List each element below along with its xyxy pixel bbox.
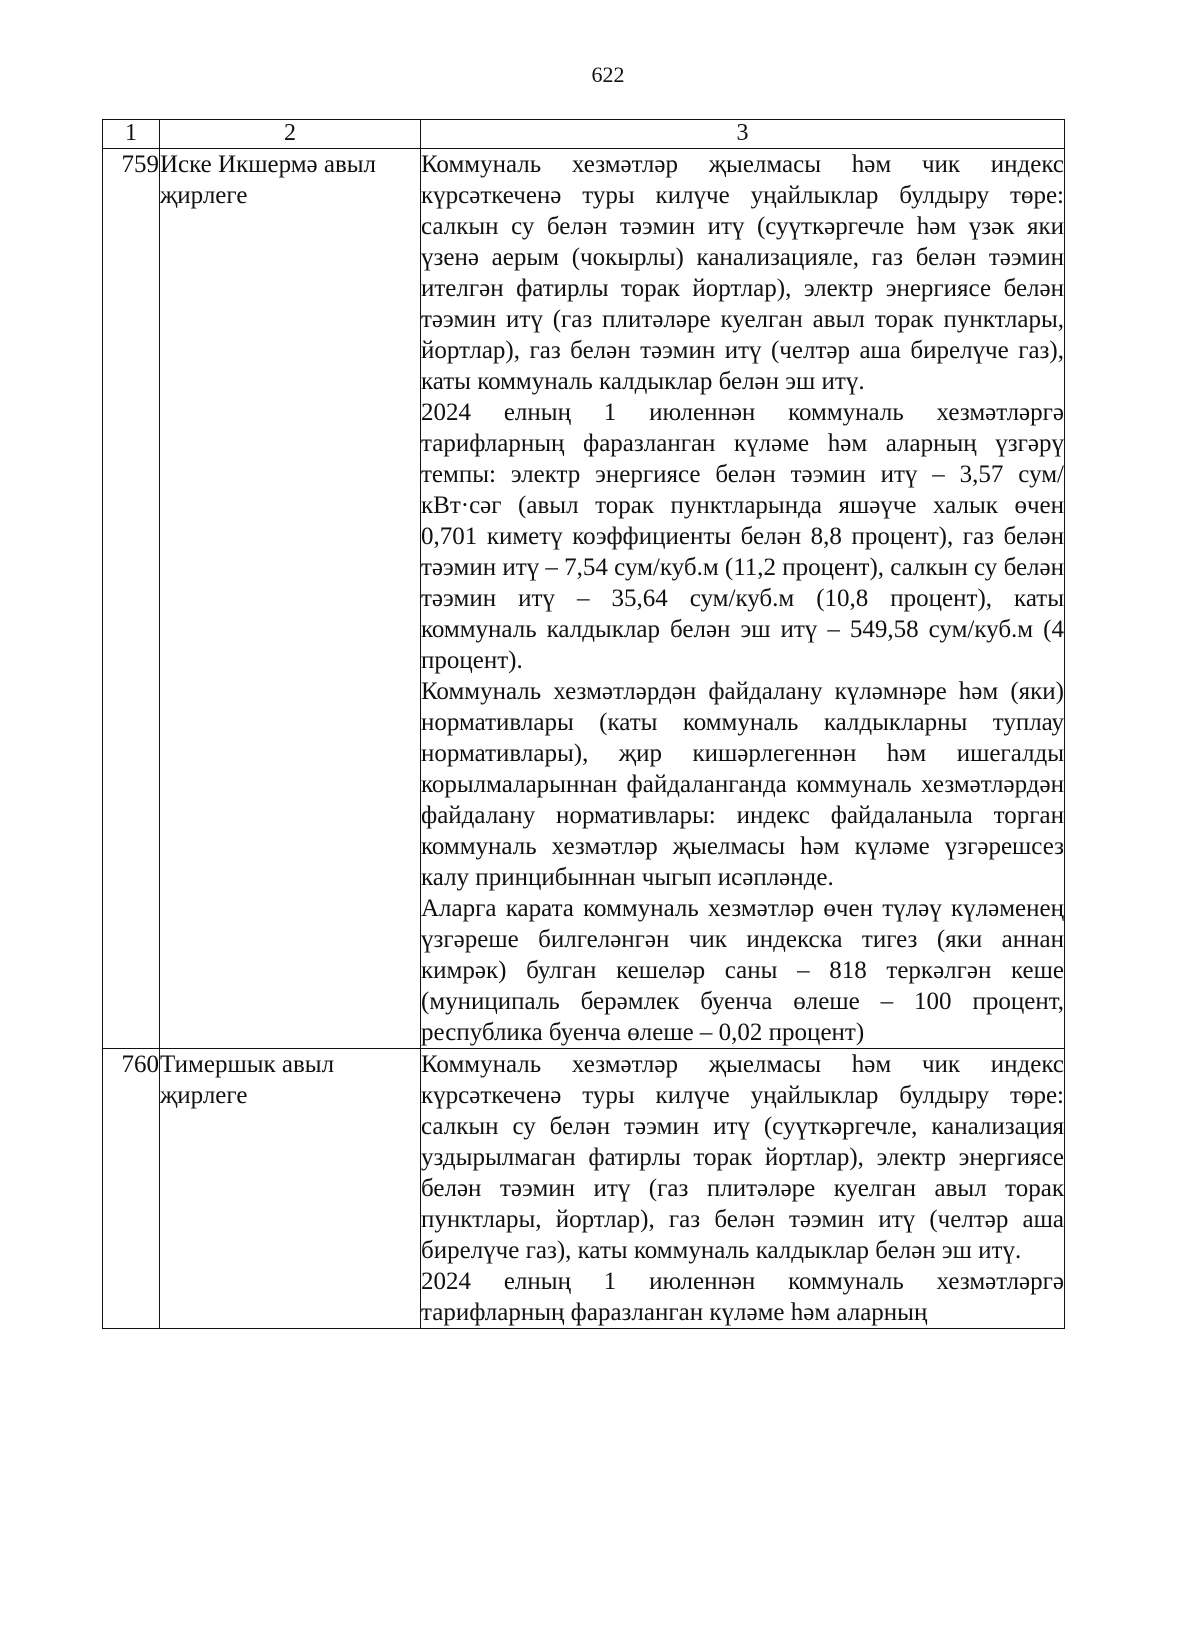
table-header-row <box>103 120 1065 149</box>
description-paragraph: Коммуналь хезмәтләр җыелмасы һәм чик индекс күрсәткеченә туры килүче уңайлыклар булдыру төре: салкын су белән тәэмин итү (суүткәргечле һәм үзәк яки үзенә аерым (чокырлы) канализацияле, газ белән тәэмин ителгән фатирлы торак йортлар), электр энергиясе белән тәэмин итү (газ плитәләре куелган авыл торак пунктлары, йортлар), газ белән тәэмин итү (челтәр аша бирелүче газ), каты коммуналь калдыклар белән эш итү. <box>421 151 1064 395</box>
description-paragraph: Аларга карата коммуналь хезмәтләр өчен түләү күләменең үзгәреше билгеләнгән чик индекска тигез (яки аннан кимрәк) булган кешеләр саны – 818 теркәлгән кеше (муниципаль берәмлек буенча өлеше – 100 процент, республика буенча өлеше – 0,02 процент) <box>421 895 1064 1046</box>
row-description <box>421 149 1065 1049</box>
column-header-3: 3 <box>421 120 1065 149</box>
settlement-name: Иске Икшермә авыл җирлеге <box>160 149 421 1049</box>
description-paragraph: 2024 елның 1 июленнән коммуналь хезмәтләргә тарифларның фаразланган күләме һәм аларның <box>421 1268 1064 1326</box>
description-paragraph: Коммуналь хезмәтләрдән файдалану күләмнәре һәм (яки) нормативлары (каты коммуналь калдыкларны туплау нормативлары), җир кишәрлегеннән һәм ишегалды корылмаларыннан файдаланганда коммуналь хезмәтләрдән файдалану нормативлары: индекс файдаланыла торган коммуналь хезмәтләр җыелмасы һәм күләме үзгәрешсез калу принцибыннан чыгып исәпләнде. <box>421 678 1064 891</box>
page-number: 622 <box>591 62 625 87</box>
column-header-2: 2 <box>160 120 421 149</box>
description-paragraph: Коммуналь хезмәтләр җыелмасы һәм чик индекс күрсәткеченә туры килүче уңайлыклар булдыру төре: салкын су белән тәэмин итү (суүткәргечле, канализация уздырылмаган фатирлы торак йортлар), электр энергиясе белән тәэмин итү (газ плитәләре куелган авыл торак пунктлары, йортлар), газ белән тәэмин итү (челтәр аша бирелүче газ), каты коммуналь калдыклар белән эш итү. <box>421 1051 1064 1264</box>
row-description <box>421 1049 1065 1329</box>
row-number: 759 <box>103 149 160 1049</box>
table-row <box>103 1049 1065 1329</box>
description-paragraph: 2024 елның 1 июленнән коммуналь хезмәтләргә тарифларның фаразланган күләме һәм аларның үзгәрү темпы: электр энергиясе белән тәэмин итү – 3,57 сум/кВт·сәг (авыл торак пунктларында яшәүче халык өчен 0,701 киметү коэффициенты белән 8,8 процент), газ белән тәэмин итү – 7,54 сум/куб.м (11,2 процент), салкын су белән тәэмин итү – 35,64 сум/куб.м (10,8 процент), каты коммуналь калдыклар белән эш итү – 549,58 сум/куб.м (4 процент). <box>421 399 1064 674</box>
row-number: 760 <box>103 1049 160 1329</box>
settlement-name: Тимершык авыл җирлеге <box>160 1049 421 1329</box>
table-row <box>103 149 1065 1049</box>
column-header-1: 1 <box>103 120 160 149</box>
tariff-table <box>102 119 1065 1329</box>
